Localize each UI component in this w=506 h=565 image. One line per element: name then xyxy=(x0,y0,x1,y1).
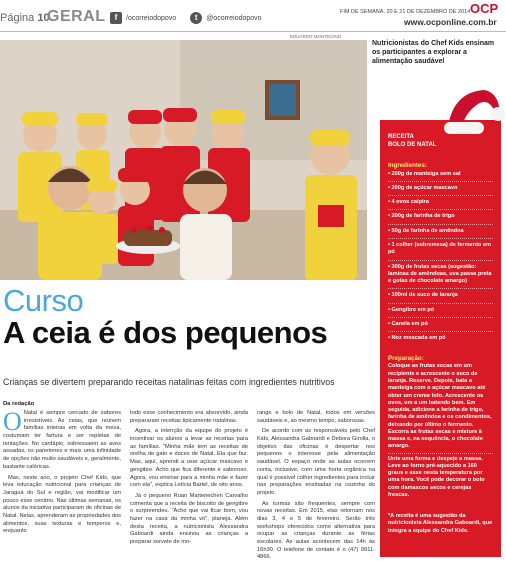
paragraph: Já o pequeno Ruan Martenechen Carvalho comenta que a receita de biscoito de gengibre o surpreendeu. "Acho que vai ficar bom, vou fazer na casa da minha vó", planeja. Além desta receita, a nutricionista Alessandra Gaboardi ainda ensinou as crianças a preparar sorvete de mo- xyxy=(130,492,248,545)
article-column-1 xyxy=(3,407,121,539)
article-byline: Da redação xyxy=(3,401,35,407)
twitter-icon: t xyxy=(190,12,202,24)
article-column-3 xyxy=(257,410,375,565)
list-item: • Canela em pó xyxy=(388,320,428,327)
photo-credit: EDUARDO MONTECINO xyxy=(290,34,342,39)
list-item: • Noz moscada em pó xyxy=(388,335,446,342)
article-column-2 xyxy=(130,410,248,550)
page-number: Página 10 xyxy=(0,12,50,24)
section-title: GERAL xyxy=(47,8,106,25)
recipe-box xyxy=(380,120,501,557)
list-item: • 50g de farinha de amêndoa xyxy=(388,227,464,234)
site-url: www.ocponline.com.br xyxy=(404,17,497,27)
prep-step: Unte uma forma e despeje a massa. Leve ao forno pré-aquecido a 160 graus e asse nesta temperatura por uma hora. Você pode decorar o bolo com damascos secos e cerejas frescas. xyxy=(388,455,485,498)
social-links xyxy=(110,12,262,24)
list-item: • 200g de farinha de trigo xyxy=(388,213,455,220)
ingredients-heading: Ingredientes: xyxy=(388,161,427,169)
brand-logo: OCP xyxy=(470,1,499,16)
issue-date: FIM DE SEMANA, 20 E 21 DE DEZEMBRO DE 2014 xyxy=(340,9,471,15)
photo-caption: Nutricionistas do Chef Kids ensinam os participantes a explorar a alimentação saudável xyxy=(372,40,495,65)
paragraph: rango e bolo de Natal, todos em versões saudáveis e, ao mesmo tempo, saborosas. xyxy=(257,410,375,424)
prep-heading: Preparação: xyxy=(388,355,424,363)
paragraph: Agora, a intenção da equipe do projeto é incentivar os alunos a levar as receitas para as famílias. "Minha mãe tem as receitas de orelha de gato e doces de Natal. Ela que faz. Mas, aqui, aprendi a usar açúcar mascavo e gengibre. Acho que fica diferente e saboroso. Agora, vou ensinar para a minha mãe e fazer com ela", explica Letícia Bartel, de oito anos. xyxy=(130,428,248,489)
list-item: • Gengibre em pó xyxy=(388,306,435,313)
recipe-name: BOLO DE NATAL xyxy=(388,141,437,148)
paragraph: todo esse conhecimento era absorvido, ainda prepararam receitas tipicamente natalinas. xyxy=(130,410,248,424)
facebook-icon: f xyxy=(110,12,122,24)
article-headline: A ceia é dos pequenos xyxy=(3,315,328,350)
list-item: • 300g de frutas secas (sugestão: laminas de amêndoas, uva passa preta e gotas de chocolate amargo) xyxy=(388,263,492,285)
drop-cap: O xyxy=(3,407,22,436)
article-kicker: Curso xyxy=(3,283,84,318)
list-item: • 1 colher (sobremesa) de fermento em pó xyxy=(388,241,491,256)
paragraph: De acordo com as responsáveis pelo Chef Kids, Alessandra Gaboardi e Debora Girolla, o objetivo das oficinas é despertar nos pequenos o interesse pela alimentação saudável. O espaço onde as aulas ocorrem conta, inclusive, com uma horta orgânica na qual é possível colher ingredientes para incluir nas preparações ensinadas na cozinha do projeto. xyxy=(257,428,375,496)
santa-hat-icon xyxy=(440,82,506,142)
article-body xyxy=(3,407,375,561)
list-item: • 100ml de suco de laranja xyxy=(388,292,458,299)
page-header xyxy=(0,0,506,32)
prep-step: Coloque as frutas secas em um recipiente e acrescente o suco de laranja. Reserve. Depois, bata a manteiga com o açúcar mascavo até obter um creme fofo. Acrescente os ovos, um a um batendo bem. Em seguida, adicione a farinha de trigo, farinha de amêndoa e os condimentos, deixando por último o fermento. Escorra as frutas secas e misture à massa e, na sequência, o chocolate amargo. xyxy=(388,363,492,450)
paragraph: Mas, neste ano, o projeto Chef Kids, que leva educação nutricional para crianças de Jaraguá do Sul e região, vai modificar um pouco esse cenário. Nas últimas semanas, os alunos da iniciativa participaram de oficinas de Natal. Nelas, aprenderam as propriedades dos alimentos, suas texturas e temperos e, enquanto xyxy=(3,474,121,535)
list-item: • 200g de açúcar mascavo xyxy=(388,184,458,191)
paragraph: As turmas são frequentes, sempre com novas receitas. Em 2015, elas retornam nos dias 3, 4 e 5 de fevereiro. Serão três workshops oferecidos como alternativa para ocupar as crianças durante as férias escolares. As aulas acontecem das 14h às 16h30. O telefone de contato é o (47) 9911-4866. xyxy=(257,500,375,561)
list-item: • 200g de manteiga sem sal xyxy=(388,170,461,177)
article-subhead: Crianças se divertem preparando receitas natalinas feitas com ingredientes nutritivos xyxy=(3,377,335,387)
article-photo xyxy=(0,40,367,280)
recipe-note: *A receita é uma sugestão da nutricionista Alessandra Gaboardi, que integra a equipe do Chef Kids. xyxy=(388,513,493,534)
kids-cooking-illustration xyxy=(0,40,367,280)
ingredients-list xyxy=(388,170,493,344)
facebook-handle: /ocorreiodopovo xyxy=(126,14,177,22)
list-item: • 4 ovos caipira xyxy=(388,199,429,206)
recipe-label: RECEITA xyxy=(388,134,414,140)
paragraph: Natal é sempre cercado de sabores irresistíveis. As ceias, que reúnem famílias inteiras em volta da mesa, costumam ter fartura e ser repletas de tentações. No cardápio, sobressaem as aves assadas, os panetones e mais uma infinidade de opções não muito saudáveis e, geralmente, bastante calóricas. xyxy=(3,410,121,470)
twitter-handle: @ocorreiodopovo xyxy=(206,14,262,22)
